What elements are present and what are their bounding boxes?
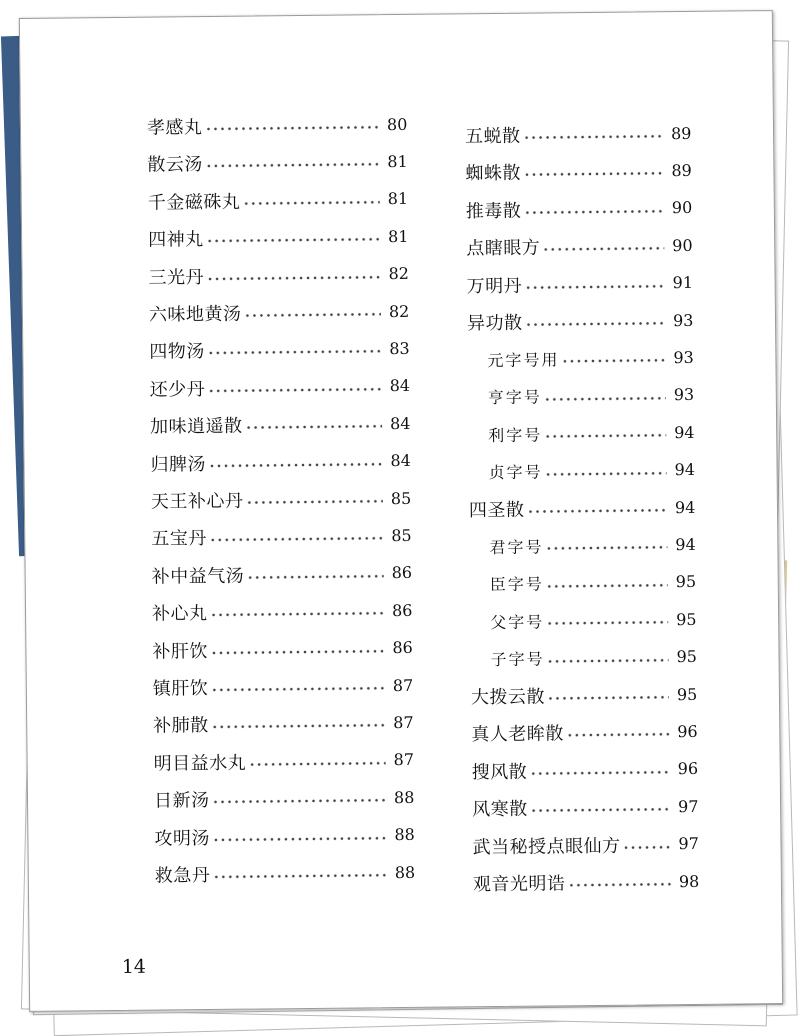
toc-left-entry <box>155 857 421 890</box>
entry-page-number: 90 <box>672 235 693 255</box>
toc-right-entry <box>466 230 698 262</box>
toc-left-entry <box>152 632 418 665</box>
entry-title: 大拨云散 <box>470 686 546 709</box>
dot-leader <box>529 770 670 775</box>
entry-page-number: 97 <box>678 833 699 854</box>
entry-title: 风寒散 <box>472 798 528 821</box>
entry-page-number: 85 <box>390 488 412 508</box>
toc-left-entry <box>152 558 418 591</box>
entry-page-number: 95 <box>676 647 697 667</box>
entry-title: 搜风散 <box>471 761 528 784</box>
entry-page-number: 95 <box>675 572 697 592</box>
dot-leader <box>542 246 664 251</box>
toc-right-entry <box>466 267 698 299</box>
entry-title: 还少丹 <box>149 378 206 401</box>
entry-page-number: 85 <box>391 525 412 545</box>
toc-right-entry <box>488 454 700 486</box>
entry-title: 日新汤 <box>153 790 210 812</box>
dot-leader <box>210 686 385 692</box>
toc-right-entry <box>466 193 698 225</box>
toc-right-entry <box>490 641 702 673</box>
toc-right-entry <box>472 791 704 823</box>
toc-left-entry <box>150 408 416 441</box>
entry-title: 元字号用 <box>487 350 560 370</box>
entry-title: 推毒散 <box>465 200 522 223</box>
toc-left-entry <box>150 371 416 404</box>
dot-leader <box>567 882 671 887</box>
entry-page-number: 94 <box>674 422 695 442</box>
toc-left-entry <box>149 333 415 366</box>
toc-left-entry <box>154 819 420 852</box>
dot-leader <box>524 284 665 289</box>
entry-page-number: 86 <box>392 637 413 658</box>
dot-leader <box>205 163 380 169</box>
dot-leader <box>544 433 666 438</box>
entry-title: 救急丹 <box>154 865 211 887</box>
entry-page-number: 88 <box>394 862 416 882</box>
entry-page-number: 84 <box>389 413 411 433</box>
entry-page-number: 81 <box>387 189 409 209</box>
entry-page-number: 80 <box>386 114 408 134</box>
entry-page-number: 82 <box>388 301 410 321</box>
dot-leader <box>212 873 387 879</box>
entry-page-number: 81 <box>388 226 409 246</box>
dot-leader <box>208 462 383 468</box>
entry-title: 千金磁硃丸 <box>147 191 241 214</box>
entry-page-number: 82 <box>388 263 409 284</box>
dot-leader <box>546 620 668 625</box>
toc-right-entry <box>471 679 703 711</box>
dot-leader <box>242 200 380 205</box>
dot-leader <box>207 387 382 393</box>
toc-left-entry <box>153 707 419 740</box>
entry-title: 归脾汤 <box>150 453 207 476</box>
dot-leader <box>206 275 381 281</box>
entry-title: 点瞎眼方 <box>466 237 541 260</box>
toc-right-entry <box>472 828 704 860</box>
entry-title: 明目益水丸 <box>153 752 247 775</box>
toc-left-entry <box>151 483 417 516</box>
dot-leader <box>523 172 664 177</box>
entry-title: 三光丹 <box>148 266 205 289</box>
entry-title: 五蜕散 <box>464 125 521 148</box>
entry-page-number: 96 <box>677 759 699 779</box>
dot-leader <box>248 761 386 766</box>
toc-right-entry <box>465 155 697 187</box>
entry-title: 孝感丸 <box>146 117 203 139</box>
entry-title: 补肝饮 <box>152 640 209 663</box>
entry-title: 观音光明诰 <box>472 873 566 896</box>
toc-left-entry <box>147 146 413 179</box>
toc-right-entry <box>490 604 702 636</box>
dot-leader <box>561 359 665 364</box>
toc-left-entry <box>150 445 416 478</box>
entry-page-number: 97 <box>678 796 699 816</box>
entry-title: 真人老眸散 <box>471 723 564 746</box>
dot-leader <box>212 836 387 842</box>
entry-title: 天王补心丹 <box>150 490 244 513</box>
dot-leader <box>547 695 669 700</box>
entry-title: 补中益气汤 <box>151 565 245 588</box>
entry-title: 臣字号 <box>489 574 544 595</box>
dot-leader <box>210 649 385 655</box>
dot-leader <box>530 807 671 812</box>
dot-leader <box>525 321 666 326</box>
dot-leader <box>544 396 666 401</box>
entry-page-number: 93 <box>673 385 695 405</box>
dot-leader <box>243 312 381 317</box>
entry-page-number: 88 <box>393 787 415 807</box>
entry-title: 攻明汤 <box>154 827 211 850</box>
entry-title: 补心丸 <box>151 603 208 625</box>
entry-title: 散云汤 <box>147 154 203 177</box>
entry-title: 异功散 <box>466 312 523 335</box>
toc-left-entry <box>148 184 414 217</box>
toc-page <box>19 10 783 1012</box>
table-of-contents <box>20 11 772 896</box>
entry-page-number: 94 <box>674 497 696 517</box>
entry-page-number: 89 <box>670 123 692 143</box>
entry-page-number: 87 <box>392 675 414 695</box>
entry-title: 六味地黄汤 <box>148 303 242 326</box>
entry-page-number: 94 <box>675 534 696 555</box>
entry-page-number: 87 <box>393 750 415 770</box>
toc-left-entry <box>149 296 415 329</box>
dot-leader <box>204 125 379 131</box>
entry-title: 万明丹 <box>466 275 523 297</box>
toc-right-entry <box>489 529 701 561</box>
toc-left-entry <box>151 520 417 553</box>
dot-leader <box>526 508 667 513</box>
entry-page-number: 95 <box>676 684 698 704</box>
entry-page-number: 98 <box>678 871 700 891</box>
entry-page-number: 83 <box>389 338 410 359</box>
toc-left-entry <box>153 670 419 703</box>
dot-leader <box>545 546 667 551</box>
entry-page-number: 86 <box>391 600 413 620</box>
entry-title: 镇肝饮 <box>152 678 209 700</box>
entry-title: 子字号 <box>490 649 545 670</box>
toc-right-entry <box>469 492 701 524</box>
entry-title: 利字号 <box>488 425 543 445</box>
toc-left-entry <box>148 258 414 291</box>
dot-leader <box>207 350 382 356</box>
entry-title: 君字号 <box>489 537 544 557</box>
entry-title: 加味逍遥散 <box>149 415 243 438</box>
dot-leader <box>210 611 385 617</box>
dot-leader <box>212 798 387 804</box>
toc-left-entry <box>154 782 420 815</box>
entry-title: 四物汤 <box>149 341 205 364</box>
dot-leader <box>566 733 670 738</box>
entry-page-number: 93 <box>673 347 694 368</box>
toc-right-entry <box>472 754 704 786</box>
toc-left-entry <box>148 221 414 254</box>
entry-page-number: 88 <box>394 824 415 845</box>
dot-leader <box>545 471 667 476</box>
dot-leader <box>209 537 384 543</box>
entry-page-number: 93 <box>672 310 694 330</box>
toc-right-entry <box>467 305 699 337</box>
entry-title: 武当秘授点眼仙方 <box>472 835 621 858</box>
dot-leader <box>206 237 381 243</box>
toc-right-entry <box>490 567 702 599</box>
entry-title: 贞字号 <box>488 462 543 483</box>
dot-leader <box>245 424 383 429</box>
entry-page-number: 84 <box>389 376 411 396</box>
toc-right-entry <box>487 342 699 374</box>
dot-leader <box>246 574 384 579</box>
dot-leader <box>546 583 668 588</box>
entry-page-number: 87 <box>393 712 414 732</box>
dot-leader <box>523 134 664 139</box>
entry-page-number: 89 <box>671 160 692 181</box>
entry-title: 父字号 <box>490 612 545 632</box>
toc-right-entry <box>473 866 705 898</box>
dot-leader <box>523 209 664 214</box>
dot-leader <box>245 499 383 504</box>
toc-right-entry <box>488 417 700 449</box>
entry-page-number: 81 <box>387 151 408 172</box>
toc-left-entry <box>147 109 413 142</box>
toc-left-entry <box>152 595 418 628</box>
entry-page-number: 86 <box>391 563 413 583</box>
entry-page-number: 96 <box>677 721 698 742</box>
toc-right-entry <box>488 380 700 412</box>
entry-page-number: 90 <box>671 198 693 218</box>
entry-page-number: 94 <box>674 460 696 480</box>
page-number: 14 <box>121 955 147 978</box>
entry-title: 补肺散 <box>153 715 209 737</box>
entry-title: 四圣散 <box>468 499 525 522</box>
dot-leader <box>547 658 669 663</box>
entry-page-number: 91 <box>672 273 694 293</box>
toc-right-entry <box>471 716 703 748</box>
entry-title: 五宝丹 <box>151 528 207 551</box>
dot-leader <box>211 724 386 730</box>
entry-page-number: 95 <box>676 609 697 629</box>
entry-title: 亨字号 <box>487 387 542 408</box>
entry-title: 蜘蛛散 <box>465 163 522 185</box>
entry-page-number: 84 <box>390 450 411 471</box>
toc-left-entry <box>153 745 419 778</box>
dot-leader <box>623 845 671 850</box>
toc-right-entry <box>465 118 697 150</box>
entry-title: 四神丸 <box>148 229 204 251</box>
